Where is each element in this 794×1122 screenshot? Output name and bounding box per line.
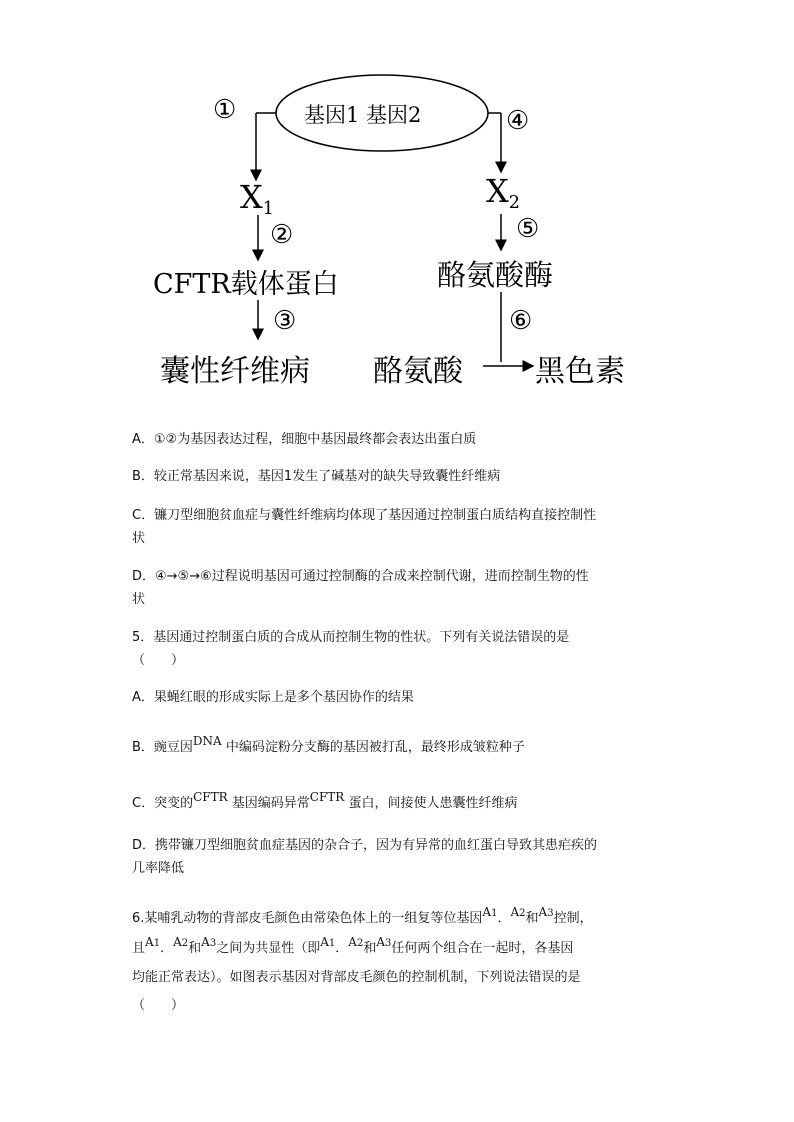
q5-option-a: A．果蝇红眼的形成实际上是多个基因协作的结果: [132, 690, 414, 705]
tyrosine-label: 酪氨酸: [373, 354, 463, 389]
melanin-label: 黑色素: [535, 354, 625, 389]
allele-a3: A3: [538, 905, 554, 919]
step-1-label: ①: [213, 95, 237, 125]
allele-a1-c: A1: [320, 935, 336, 949]
x1-letter: X: [240, 178, 263, 216]
q5-option-d-line2: 几率降低: [132, 861, 185, 876]
dna-term: DNA: [192, 734, 222, 748]
x1-subscript: 1: [262, 199, 274, 220]
q6-line3: 均能正常表达）。如图表示基因对背部皮毛颜色的控制机制，下列说法错误的是: [132, 970, 581, 985]
q5-stem-line1: 5．基因通过控制蛋白质的合成从而控制生物的性状。下列有关说法错误的是: [132, 630, 570, 645]
q5-b-suffix: 中编码淀粉分支酶的基因被打乱，最终形成皱粒种子: [221, 740, 525, 755]
step-6-label: ⑥: [509, 306, 533, 336]
q5-c-prefix: C．突变的: [132, 796, 194, 811]
cftr-protein-label: CFTR载体蛋白: [153, 269, 339, 300]
q4-option-c: [132, 504, 662, 550]
q5-option-d-line1: D．携带镰刀型细胞贫血症基因的杂合子，因为有异常的血红蛋白导致其患疟疾的: [132, 838, 598, 853]
q5-option-c: [132, 792, 662, 815]
gene-expression-diagram: [0, 0, 794, 400]
tyrosinase-label: 酪氨酸酶: [437, 258, 554, 292]
q5-b-prefix: B．豌豆因: [132, 740, 193, 755]
q4-option-c-line1: C．镰刀型细胞贫血症与囊性纤维病均体现了基因通过控制蛋白质结构直接控制性: [132, 508, 597, 523]
q5-c-middle: 基因编码异常: [227, 796, 310, 811]
allele-a2-b: A2: [173, 935, 189, 949]
q5-option-d: [132, 834, 662, 880]
x1-label: [240, 178, 274, 219]
q6-line1: 6.某哺乳动物的背部皮毛颜色由常染色体上的一组复等位基因A1．A2和A3控制，: [132, 905, 593, 926]
q4-option-c-line2: 状: [132, 531, 146, 546]
q4-option-a: A．①②为基因表达过程，细胞中基因最终都会表达出蛋白质: [132, 432, 477, 447]
allele-a3-b: A3: [201, 935, 217, 949]
step-4-label: ④: [506, 106, 530, 136]
allele-a2: A2: [510, 905, 526, 919]
allele-a2-c: A2: [348, 935, 364, 949]
q5-stem: [132, 626, 662, 672]
step-2-label: ②: [270, 220, 294, 250]
cystic-fibrosis-label: 囊性纤维病: [160, 354, 310, 389]
diagram-lines: [0, 0, 794, 400]
q4-option-d: [132, 565, 662, 611]
step-5-label: ⑤: [516, 214, 540, 244]
x2-letter: X: [486, 172, 509, 210]
x2-label: [486, 172, 520, 213]
q4-option-d-line1: D．④→⑤→⑥过程说明基因可通过控制酶的合成来控制代谢，进而控制生物的性: [132, 569, 589, 584]
allele-a1-b: A1: [145, 935, 161, 949]
step-3-label: ③: [273, 306, 297, 336]
cftr-term-2: CFTR: [309, 790, 345, 804]
q6-line1-suffix: 控制，: [553, 911, 593, 926]
q6-line2: 且A1．A2和A3之间为共显性（即A1．A2和A3任何两个组合在一起时，各基因: [132, 935, 574, 956]
q6-line4: （ ）: [132, 998, 185, 1013]
q5-stem-line2: （ ）: [132, 653, 185, 668]
q4-option-d-line2: 状: [132, 592, 146, 607]
q5-option-b: [132, 736, 662, 759]
allele-a3-c: A3: [376, 935, 392, 949]
gene-label: 基因1 基因2: [304, 103, 422, 127]
q4-option-b: B．较正常基因来说，基因1发生了碱基对的缺失导致囊性纤维病: [132, 469, 501, 484]
q6-stem: [132, 904, 662, 1020]
allele-a1: A1: [482, 905, 498, 919]
q6-line1-prefix: 6.某哺乳动物的背部皮毛颜色由常染色体上的一组复等位基因: [132, 911, 483, 926]
q5-c-suffix: 蛋白，间接使人患囊性纤维病: [344, 796, 518, 811]
x2-subscript: 2: [508, 193, 520, 214]
cftr-term-1: CFTR: [193, 790, 228, 804]
